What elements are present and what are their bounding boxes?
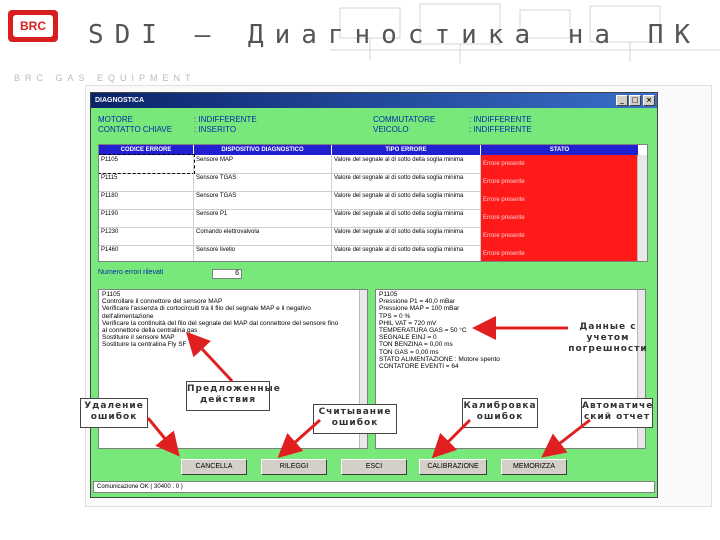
action-line: Controllare il connettore del sensore MAP	[102, 298, 223, 306]
motore-value: : INDIFFERENTE	[194, 115, 257, 124]
cancella-button[interactable]: CANCELLA	[181, 459, 247, 475]
table-row[interactable]	[99, 173, 647, 192]
cell-state: Errore presente	[481, 191, 638, 209]
cell-type: Valore del segnale al di sotto della soglia minima	[332, 173, 481, 191]
close-button[interactable]: ×	[643, 95, 655, 106]
action-line: Verificare l'assenza di cortocircuiti tra il filo del segnale MAP e il negativo	[102, 305, 311, 313]
cell-device: Sensore TGAS	[194, 173, 332, 191]
maximize-button[interactable]: □	[629, 95, 641, 106]
cell-state: Errore presente	[481, 245, 638, 262]
data-line: TON GAS = 0,00 ms	[379, 348, 439, 356]
cell-device: Sensore MAP	[194, 155, 332, 173]
cell-code: P1115	[99, 173, 194, 191]
cell-type: Valore del segnale al di sotto della soglia minima	[332, 155, 481, 173]
cell-device: Sensore P1	[194, 209, 332, 227]
table-scrollbar[interactable]	[637, 155, 647, 261]
veicolo-label: VEICOLO	[373, 125, 409, 134]
contatto-chiave-value: : INSERITO	[194, 125, 237, 134]
column-header-code[interactable]: CODICE ERRORE	[99, 145, 193, 155]
data-line: TEMPERATURA GAS = 50 °C	[379, 327, 467, 335]
table-row[interactable]	[99, 245, 647, 262]
cell-device: Sensore livello	[194, 245, 332, 262]
callout-sensor-data: Данные с учетом погрешности	[568, 322, 648, 354]
action-line: Sostituire la centralina Fly SF	[102, 341, 187, 349]
data-line: TON BENZINA = 0,00 ms	[379, 341, 453, 349]
data-line: STATO ALIMENTAZIONE : Motore spento	[379, 355, 500, 363]
data-line: P1105	[379, 291, 398, 298]
status-bar: Comunicazione OK ( 30400 . 0 )	[93, 481, 655, 493]
error-count-label: Numero errori rilevati	[98, 269, 164, 276]
data-line: SEGNALE EINJ = 0	[379, 334, 437, 342]
cell-code: P1180	[99, 191, 194, 209]
cell-device: Sensore TGAS	[194, 191, 332, 209]
veicolo-value: : INDIFFERENTE	[469, 125, 532, 134]
cell-device: Comando elettrovalvola	[194, 227, 332, 245]
table-row[interactable]	[99, 155, 647, 174]
action-line: Sostituire il sensore MAP	[102, 334, 175, 342]
brc-logo-text: BRC	[13, 15, 53, 37]
cell-type: Valore del segnale al di sotto della soglia minima	[332, 209, 481, 227]
data-line: TPS = 0 %	[379, 312, 411, 320]
cell-state: Errore presente	[481, 227, 638, 245]
table-row[interactable]	[99, 191, 647, 210]
data-line: Pressione MAP = 100 mBar	[379, 305, 460, 313]
table-row[interactable]	[99, 209, 647, 228]
column-header-type[interactable]: TIPO ERRORE	[332, 145, 480, 155]
brand-subtitle: BRC GAS EQUIPMENT	[14, 73, 196, 83]
callout-auto-report: Автоматиче ский отчет	[581, 398, 653, 428]
motore-label: MOTORE	[98, 115, 133, 124]
action-line: al connettore della centralina gas	[102, 327, 198, 335]
diagnostica-window	[90, 92, 658, 498]
column-header-device[interactable]: DISPOSITIVO DIAGNOSTICO	[194, 145, 331, 155]
data-line: CONTATORE EVENTI = 64	[379, 363, 459, 371]
cell-code: P1460	[99, 245, 194, 262]
minimize-button[interactable]: _	[616, 95, 628, 106]
window-titlebar[interactable]	[91, 93, 657, 108]
cell-type: Valore del segnale al di sotto della soglia minima	[332, 227, 481, 245]
cell-code: P1105	[99, 155, 194, 173]
rileggi-button[interactable]: RILEGGI	[261, 459, 327, 475]
action-line: P1105	[102, 291, 121, 298]
contatto-chiave-label: CONTATTO CHIAVE	[98, 125, 173, 134]
cell-type: Valore del segnale al di sotto della soglia minima	[332, 245, 481, 262]
brc-logo	[8, 10, 58, 42]
cell-state: Errore presente	[481, 155, 638, 173]
action-line: dell'alimentazione	[102, 312, 154, 320]
error-table	[98, 144, 648, 262]
cell-type: Valore del segnale al di sotto della soglia minima	[332, 191, 481, 209]
cell-code: P1190	[99, 209, 194, 227]
cell-state: Errore presente	[481, 173, 638, 191]
cell-state: Errore presente	[481, 209, 638, 227]
error-count-field: 6	[212, 269, 242, 279]
action-line: Verificare la continuità del filo del segnale del MAP dal connettore del sensore fino	[102, 319, 339, 327]
calibrazione-button[interactable]: CALIBRAZIONE	[419, 459, 487, 475]
callout-read-errors: Считывание ошибок	[313, 404, 397, 434]
column-header-state[interactable]: STATO	[481, 145, 638, 155]
table-row[interactable]	[99, 227, 647, 246]
commutatore-value: : INDIFFERENTE	[469, 115, 532, 124]
callout-calibration: Калибровка ошибок	[462, 398, 538, 428]
callout-delete-errors: Удаление ошибок	[80, 398, 148, 428]
callout-suggested-actions: Предложенные действия	[186, 381, 270, 411]
data-line: Pressione P1 = 40,0 mBar	[379, 298, 456, 306]
memorizza-button[interactable]: MEMORIZZA	[501, 459, 567, 475]
window-title: DIAGNOSTICA	[95, 97, 144, 104]
data-line: PHIL VAT = 720 mV	[379, 319, 437, 327]
slide-title: SDI – Диагностика на ПК	[88, 20, 702, 50]
cell-code: P1230	[99, 227, 194, 245]
commutatore-label: COMMUTATORE	[373, 115, 436, 124]
esci-button[interactable]: ESCI	[341, 459, 407, 475]
